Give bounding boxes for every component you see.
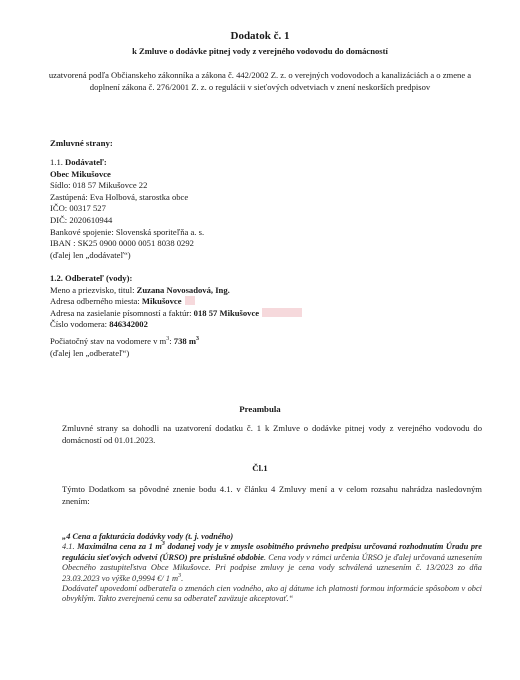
article-heading: Čl.1 [252, 463, 268, 473]
customer-mail-address: Adresa na zasielanie písomností a faktúr: 018 57 Mikušovce [50, 308, 302, 320]
customer-block [50, 273, 302, 359]
supplier-label: 1.1. Dodávateľ: [50, 157, 107, 167]
supplier-seat: Sídlo: 018 57 Mikušovce 22 [50, 180, 148, 191]
article-text: Týmto Dodatkom sa pôvodné znenie bodu 4.1. v článku 4 Zmluvy mení a v celom rozsahu nahrádza nasledovným znením: [62, 484, 482, 506]
redaction-mark [185, 296, 195, 305]
customer-meter: Číslo vodomera: 846342002 [50, 319, 148, 330]
quote-paragraph-2: Dodávateľ upovedomí odberateľa o zmenách cien vodného, ako aj dátume ich platnosti formou informácie spôsobom v obci obvyklým. Takto zverejnenú cenu sa odberateľ zaväzuje akceptovať.“ [62, 584, 482, 604]
quoted-clause [62, 532, 482, 605]
quote-heading: „4 Cena a fakturácia dodávky vody (t. j. vodného) [62, 532, 234, 541]
quote-paragraph-1: 4.1. Maximálna cena za 1 $m^3$ dodanej vody je v zmysle osobitného právneho predpisu určovaná rozhodnutím Úradu pre reguláciu sieťových odvetví (ÚRSO) pre príslušné obdobie. Cena vody v rámci určenia ÚRSO je ďalej určovaná uznesením Obecného zastupiteľstva Obce Mikušovce. Pri podpise zmluvy je cena vody schválená uznesením č. 13/2023 zo dňa 23.03.2023 vo výške 0,9994 €/ 1 $m^3$. [62, 541, 483, 583]
document-subtitle: k Zmluve o dodávke pitnej vody z verejného vodovodu do domácností [132, 46, 388, 56]
intro-paragraph: uzatvorená podľa Občianskeho zákonníka a zákona č. 442/2002 Z. z. o verejných vodovodoch a kanalizáciách a o zmene a doplnení zákona č. 276/2001 Z. z. o regulácii v sieťových odvetviach v znení neskorších predpisov [48, 70, 472, 92]
redaction-mark [262, 308, 302, 317]
supplier-iban: IBAN : SK25 0900 0000 0051 8038 0292 [50, 238, 194, 249]
customer-label: 1.2. Odberateľ (vody): [50, 273, 133, 283]
preamble-text: Zmluvné strany sa dohodli na uzatvorení dodatku č. 1 k Zmluve o dodávke pitnej vody z verejného vodovodu do domácností od 01.01.2023. [62, 423, 482, 445]
supplier-representative: Zastúpená: Eva Holbová, starostka obce [50, 191, 189, 202]
parties-heading: Zmluvné strany: [50, 138, 113, 148]
customer-name: Meno a priezvisko, titul: Zuzana Novosadová, Ing. [50, 284, 230, 295]
customer-place: Adresa odberného miesta: Mikušovce [50, 296, 302, 308]
supplier-alias: (ďalej len „dodávateľ“) [50, 249, 131, 260]
supplier-dic: DIČ: 2020610944 [50, 214, 113, 225]
supplier-block [50, 157, 204, 261]
supplier-bank: Bankové spojenie: Slovenská sporiteľňa a. s. [50, 226, 205, 237]
customer-alias: (ďalej len „odberateľ“) [50, 347, 130, 358]
document-title: Dodatok č. 1 [230, 30, 290, 42]
supplier-ico: IČO: 00317 527 [50, 203, 106, 214]
supplier-name: Obec Mikušovce [50, 168, 111, 179]
customer-initial-reading: Počiatočný stav na vodomere v $m^3$: 738 $m^3$ [50, 335, 199, 346]
preamble-heading: Preambula [239, 404, 281, 414]
